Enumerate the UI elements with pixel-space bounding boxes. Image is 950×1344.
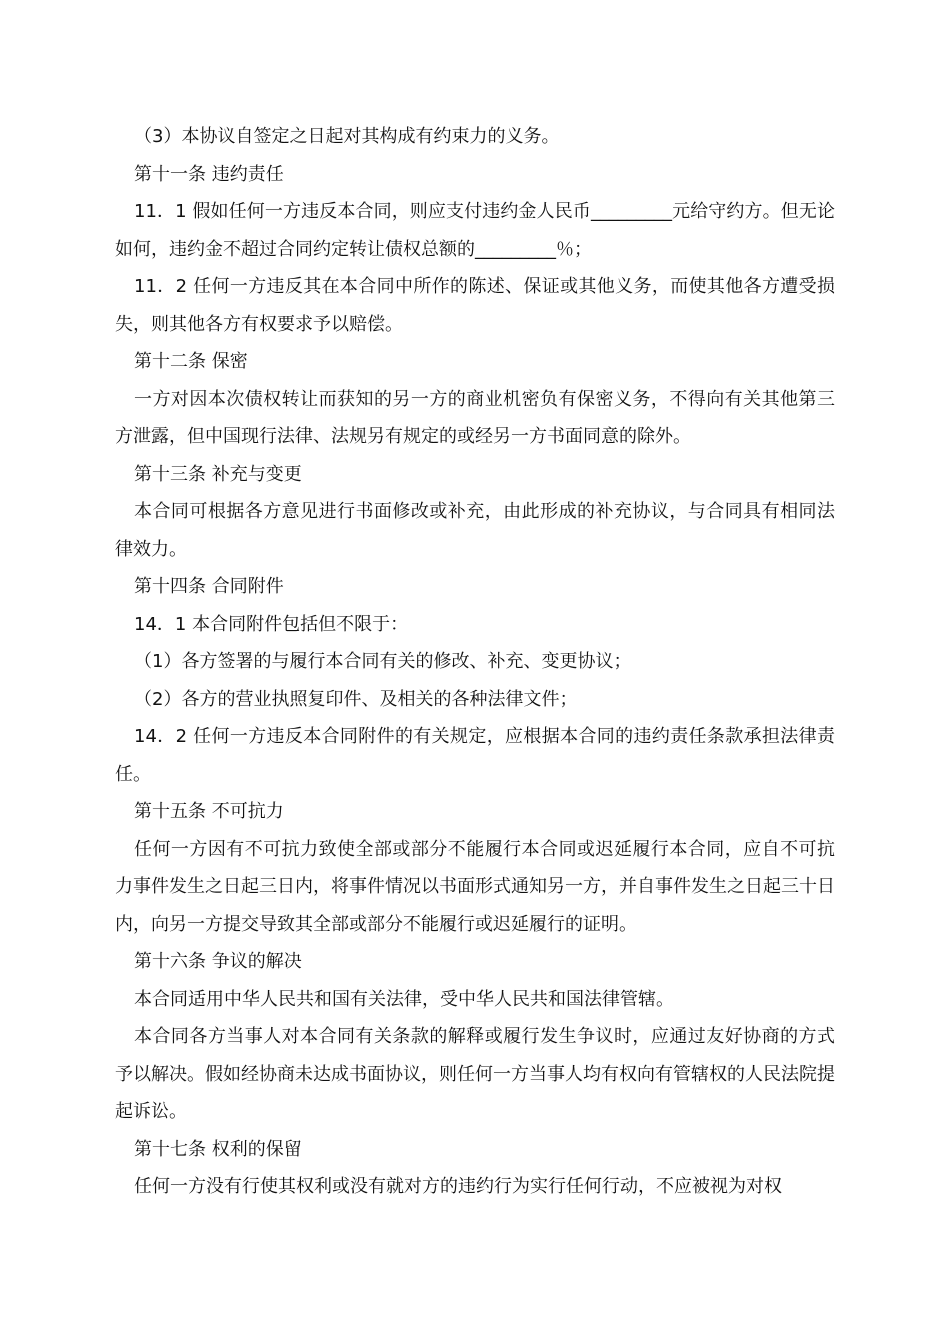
article-17-paragraph: 任何一方没有行使其权利或没有就对方的违约行为实行任何行动，不应被视为对权 bbox=[134, 1176, 782, 1197]
clause-14-1: 14．1 本合同附件包括但不限于： bbox=[134, 613, 409, 635]
clause-14-1-item-1: （1）各方签署的与履行本合同有关的修改、补充、变更协议； bbox=[134, 651, 632, 672]
article-15-paragraph: 任何一方因有不可抗力致使全部或部分不能履行本合同或迟延履行本合同，应自不可抗力事件发生之日起三日内，将事件情况以书面形式通知另一方，并自事件发生之日起三十日内，向另一方提交导致其全部或部分不能履行或迟延履行的证明。 bbox=[115, 838, 835, 935]
document-body bbox=[115, 118, 835, 1206]
clause-10-item-3: （3）本协议自签定之日起对其构成有约束力的义务。 bbox=[134, 126, 560, 147]
article-16-heading: 第十六条 争议的解决 bbox=[134, 951, 302, 972]
article-17-heading: 第十七条 权利的保留 bbox=[134, 1138, 302, 1160]
article-16-paragraph-2: 本合同各方当事人对本合同有关条款的解释或履行发生争议时，应通过友好协商的方式予以解决。假如经协商未达成书面协议，则任何一方当事人均有权向有管辖权的人民法院提起诉讼。 bbox=[115, 1026, 835, 1122]
article-13-paragraph: 本合同可根据各方意见进行书面修改或补充，由此形成的补充协议，与合同具有相同法律效力。 bbox=[115, 501, 835, 560]
clause-11-2: 11．2 任何一方违反其在本合同中所作的陈述、保证或其他义务，而使其他各方遭受损失，则其他各方有权要求予以赔偿。 bbox=[115, 276, 835, 335]
article-16-paragraph-1: 本合同适用中华人民共和国有关法律，受中华人民共和国法律管辖。 bbox=[134, 988, 674, 1010]
article-12-heading: 第十二条 保密 bbox=[134, 351, 248, 372]
article-13-heading: 第十三条 补充与变更 bbox=[134, 463, 302, 485]
clause-14-1-item-2: （2）各方的营业执照复印件、及相关的各种法律文件； bbox=[134, 688, 578, 710]
article-12-paragraph: 一方对因本次债权转让而获知的另一方的商业机密负有保密义务，不得向有关其他第三方泄露，但中国现行法律、法规另有规定的或经另一方书面同意的除外。 bbox=[115, 388, 835, 447]
clause-14-2: 14．2 任何一方违反本合同附件的有关规定，应根据本合同的违约责任条款承担法律责任。 bbox=[115, 726, 835, 785]
article-11-heading: 第十一条 违约责任 bbox=[134, 163, 284, 185]
article-15-heading: 第十五条 不可抗力 bbox=[134, 801, 284, 822]
clause-11-1: 11．1 假如任何一方违反本合同，则应支付违约金人民币_________元给守约方。但无论如何，违约金不超过合同约定转让债权总额的_________％； bbox=[115, 201, 835, 260]
article-14-heading: 第十四条 合同附件 bbox=[134, 576, 284, 597]
